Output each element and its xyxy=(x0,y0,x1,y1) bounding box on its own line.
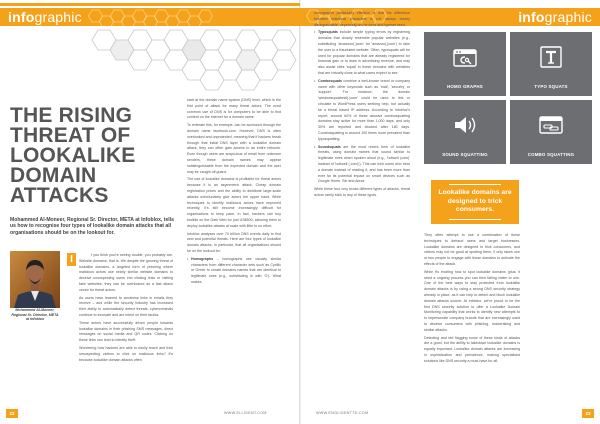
paragraph: These actors have successfully driven people towards lookalike domains in their phishing SMS messages, direct messages on social media and QR codes. Clicking on these links can lead to identity theft. xyxy=(79,320,173,343)
drop-cap: I xyxy=(67,253,76,266)
tile-sound-squatting xyxy=(424,100,506,164)
attack-types-list xyxy=(187,257,281,286)
list-item: • Soundsquats are the most recent form of lookalike threats, using domain names that sound similar to legitimate ones when spoken aloud (e.g., 'hotwell (com)' instead of 'holiwell (.com)'). This can trick users who hear a domain instead of reading it, and has been more than ever for its potential impact on smart devices such as Google Home, Siri and Alexa. xyxy=(314,145,410,186)
author-photo xyxy=(10,251,60,308)
section-label: infographic xyxy=(518,9,592,25)
homograph-icon xyxy=(452,44,478,70)
paragraph: While it's exciting how to spot lookalike domains (plus, it need a ongoing process you can then falling victim to one. One of the best ways to stay protected from lookalike domain attacks is by using a strong DNS security strategy already in place, as it can help to detect and block lookalike domain attacks sooner. At Infoblox, we're proud to be the first DNS security solution to offer a Lookalike Domain Monitoring capability that works to identify new attempts to to impersonate company brands that are increasingly used to deceive consumers with phishing, malvertising and similar attacks. xyxy=(424,269,520,332)
paragraph: Infoblox analyses over 70 trillion DNS events daily to find new and potential threats. Here are four types of lookalike domain attacks, in particular, that all organisations should be on the lookout for: xyxy=(187,231,281,253)
tile-label: SOUND SQUATTING xyxy=(442,152,488,157)
paragraph: The use of lookalike domains is profitable for threat actors because it is an asymmetric attack. Cheap domain registration prices and the ability to distribute large-scale attacks unfortunately give actors the upper hand. While techniques to identify malicious actors have improved recently, it's still become increasingly difficult for organisations to keep pace. In fact, hackers can buy toolkits on the Dark Web for just US$500, allowing them to deploy lookalike attacks at scale with little to no effort. xyxy=(187,177,281,228)
top-accent-rule xyxy=(0,3,300,6)
article-headline: THE RISING THREAT OF LOOKALIKE DOMAIN ATTACKS xyxy=(10,104,136,207)
article-column-4 xyxy=(424,233,520,367)
paragraph: start at the domain name system (DNS) level, which is the first point of attack for many threat actors. The most common use of DNS is for computers to be able to find content on the internet for a domain name. xyxy=(187,98,281,120)
list-item: • Typosquats include simple typing errors by registering domains that closely resemble popular websites (e.g., substituting 'amazoon(.)com' for 'amazon(.)com') to take the user to a fraudulent website. Often, typosquats will be used for popular domains that are already registered for financial gain or to draw in advertising revenue, and may also assist sites 'squat' in these domains with websites that are virtually close to what users expect to see. xyxy=(314,30,410,76)
header-band-left xyxy=(0,8,300,26)
typosquat-icon xyxy=(538,44,564,70)
article-byline: Mohammed Al-Moneer, Regional Sr. Director, META at Infoblox, tells us how to recognise four types of lookalike domain attacks that all organisations should be on the lookout for. xyxy=(10,217,174,236)
paragraph: f you think you're seeing double, you probably are. Website domains, that is. We despite the growing threat of lookalike domains, a targeted form of phishing where malicious actors use nearly similar website domains to deceive unsuspecting users into clicking links or visiting fake websites; they can be overlooked as a fast attack vector for threat actors. xyxy=(79,253,173,292)
footer-url-right[interactable]: WWW.ENGLIGENTTD.COM xyxy=(316,411,369,415)
article-column-3 xyxy=(314,11,410,201)
soundsquat-icon xyxy=(452,112,478,138)
attack-type-tiles xyxy=(424,32,594,166)
page-number-right: 23 xyxy=(582,409,594,418)
pull-quote xyxy=(431,180,519,224)
photo-caption: Mohammed Al-Moneer, Regional Sr. Director, META at Infoblox xyxy=(11,308,59,322)
article-column-1 xyxy=(79,253,173,365)
article-column-2 xyxy=(187,98,281,288)
tile-label: HOMO GRAPHS xyxy=(447,84,483,89)
quote-rule xyxy=(449,184,501,185)
list-item: • Combosquats combine a well-known brand or company name with other keywords such as 'mail', 'security' or 'support'. For instance, the domain 'windowsupdatestl(.)com' could be used to link or circulate to WordPress users seeking help, but actually be a threat based IP address. According to Infoblox's report, around 60% of these abusive combosquatting domains stay active for more than 1,000 days, and only 30% are reported and blocked after 180 days. Combosquatting is around 100 times more prevalent than typosquatting. xyxy=(314,79,410,143)
tile-typosquats xyxy=(510,32,592,96)
paragraph: To reiterate this, for example, can be accessed through the domain name facebook.com. However, DNS is often overlooked and unprotected, meaning that if hackers break through that initial DNS layer with a lookalike domain attack, they can often gain access to an entire network. Even though users are suspicious of email from unknown senders, these domain names may appear indistinguishable from the expected domain and the user may be caught off guard. xyxy=(187,123,281,174)
paragraph: As users have learned to scrutinise links in emails they receive – and while the security industry has increased their ability to automatically detect threats, cybercriminals continue to innovate and are intent on their tactics. xyxy=(79,295,173,317)
paragraph: While these four very broad different types of attacks, threat actors rarely stick to any of these types. xyxy=(314,187,410,197)
tile-combo-squatting xyxy=(510,100,592,164)
paragraph: They often attempt to use a combination of these techniques to defraud users and target businesses. Lookalike domains are designed to trick consumers, and victims may not be good at spotting them, it only takes one or two people to engage with these domains to activate the effects of the attack. xyxy=(424,233,520,266)
hexagon-network-icon xyxy=(88,26,300,98)
tile-homographs xyxy=(424,32,506,96)
list-item: • Homographs – homographs use visually similar characters from different character sets such as Cyrillic or Greek to create domains names that are identical to legitimate ones (e.g., substituting in with 'O'). What makes xyxy=(187,257,281,286)
paragraph: Detecting and red flagging some of these kinds of attacks are a good, but the ability to takedown lookalike domains is equally important. Lookalike domain attacks are increasing in sophistication and prevalence, making specialised solutions like DNS security a must-have for all. xyxy=(424,335,520,363)
attack-types-list xyxy=(314,30,410,185)
combosquat-icon xyxy=(538,112,564,138)
quote-rule xyxy=(449,219,501,220)
paragraph: homographs particularly effective is that the difference between individual characters is not always clearly distinguishable, depending on the fonts and typeset used. xyxy=(314,11,410,27)
paragraph: Wondering how hackers are able to easily reach and trick unsuspecting victims to click on malicious links? It's because lookalike domain attacks often xyxy=(79,345,173,362)
page-number-left: 22 xyxy=(6,409,18,418)
section-label: infographic xyxy=(8,9,82,25)
tile-label: COMBO SQUATTING xyxy=(527,152,575,157)
tile-label: TYPO SQUATS xyxy=(534,84,568,89)
footer-url-left[interactable]: WWW.ELLIGENT.COM xyxy=(224,411,267,415)
pull-quote-text: Lookalike domains are designed to trick consumers. xyxy=(438,189,512,214)
